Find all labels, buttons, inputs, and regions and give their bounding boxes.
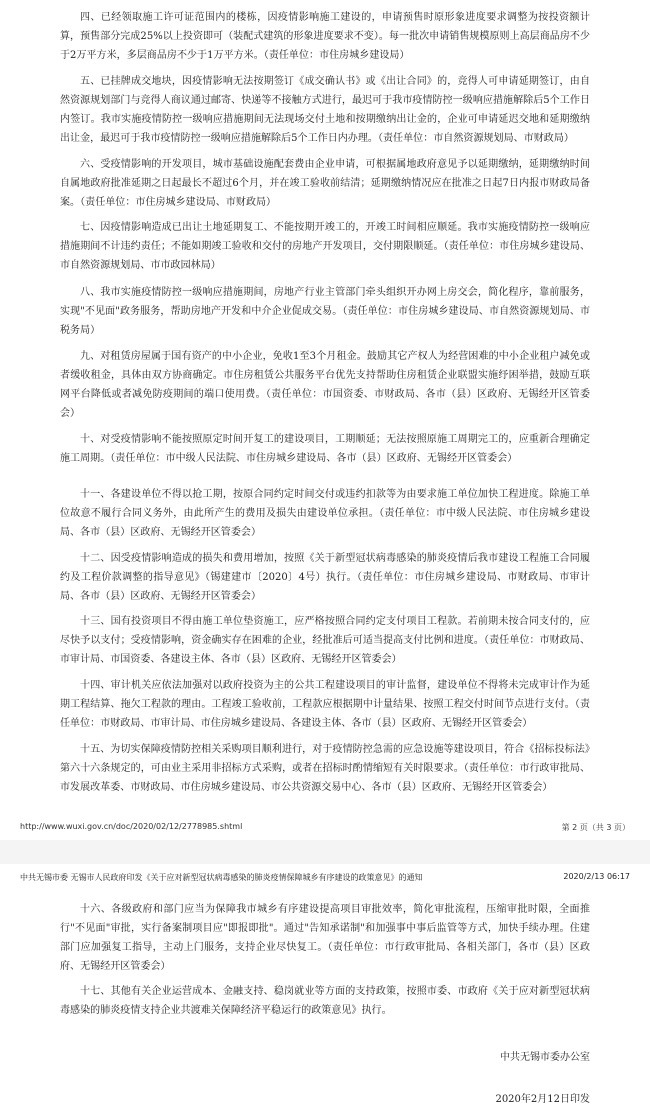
paragraph-14: 十四、审计机关应依法加强对以政府投资为主的公共工程建设项目的审计监督，建设单位不得将未完成审计作为延期工程结算、拖欠工程款的理由。工程竣工验收前，工程款应根据期中计量结果、按照工程交付时间节点进行支付。（责任单位：市财政局、市审计局、市住房城乡建设局、各建设主体、各市（县）区政府、无锡经开区管委会） bbox=[60, 680, 590, 729]
paragraph-15: 十五、为切实保障疫情防控相关采购项目顺利进行，对于疫情防控急需的应急设施等建设项目，符合《招标投标法》第六十六条规定的，可由业主采用非招标方式采购，或者在招标时酌情缩短有关时限要求。（责任单位：市行政审批局、市发展改革委、市财政局、市住房城乡建设局、市公共资源交易中心、各市（县）区政府、无锡经开区管委会） bbox=[60, 744, 590, 793]
paragraph-17: 十七、其他有关企业运营成本、金融支持、稳岗就业等方面的支持政策，按照市委、市政府《关于应对新型冠状病毒感染的肺炎疫情支持企业共渡难关保障经济平稳运行的政策意见》执行。 bbox=[60, 986, 590, 1016]
print-header-title: 中共无锡市委 无锡市人民政府印发《关于应对新型冠状病毒感染的肺炎疫情保障城乡有序建设的政策意见》的通知 bbox=[20, 873, 423, 882]
paragraph-16: 十六、各级政府和部门应当为保障我市城乡有序建设提高项目审批效率，简化审批流程，压缩审批时限，全面推行"不见面"审批，实行备案制项目应"即报即批"。通过"告知承诺制"和加强事中事后监管等方式，加快手续办理。住建部门应加强复工指导，主动上门服务，支持企业尽快复工。（责任单位：市行政审批局、各相关部门，各市（县）区政府、无锡经开区管委会） bbox=[60, 904, 590, 972]
document-page-3 bbox=[0, 864, 650, 1119]
paragraph-12: 十二、因受疫情影响造成的损失和费用增加，按照《关于新型冠状病毒感染的肺炎疫情后我市建设工程施工合同履约及工程价款调整的指导意见》（锡建建市〔2020〕4号）执行。（责任单位：市住房城乡建设局、市财政局、市审计局、各市（县）区政府、无锡经开区管委会） bbox=[60, 553, 590, 602]
source-url[interactable]: http://www.wuxi.gov.cn/doc/2020/02/12/2778985.shtml bbox=[20, 822, 243, 831]
signature-date: 2020年2月12日印发 bbox=[495, 1094, 590, 1105]
signature-org: 中共无锡市委办公室 bbox=[500, 1052, 590, 1063]
page-separator bbox=[0, 840, 650, 864]
paragraph-7: 七、因疫情影响造成已出让土地延期复工、不能按期开竣工的，开竣工时间相应顺延。我市实施疫情防控一级响应措施期间不计违约责任；不能如期竣工验收和交付的房地产开发项目，交付期限顺延。（责任单位：市住房城乡建设局、市自然资源规划局、市市政园林局） bbox=[60, 222, 590, 271]
paragraph-4: 四、已经领取施工许可证范围内的楼栋，因疫情影响施工建设的，申请预售时原形象进度要求调整为按投资额计算，预售部分完成25%以上投资即可（装配式建筑的形象进度要求不变）。每一批次申请销售规模原则上高层商品房不少于2万平方米，多层商品房不少于1万平方米。（责任单位：市住房城乡建设局） bbox=[60, 12, 590, 61]
paragraph-5: 五、已挂牌成交地块，因疫情影响无法按期签订《成交确认书》或《出让合同》的，竞得人可申请延期签订，由自然资源规划部门与竞得人商议通过邮寄、快递等不接触方式进行，最迟可于我市疫情防控一级响应措施解除后5个工作日内签订。我市实施疫情防控一级响应措施期间无法现场交付土地和按期缴纳出让金的，企业可申请延迟交地和延期缴纳出让金，最迟可于我市疫情防控一级响应措施解除后5个工作日内办理。（责任单位：市自然资源规划局、市财政局） bbox=[60, 76, 590, 144]
paragraph-6: 六、受疫情影响的开发项目，城市基础设施配套费由企业申请，可根据属地政府意见予以延期缴纳，延期缴纳时间自属地政府批准延期之日起最长不超过6个月，并在竣工验收前结清；延期缴纳情况应在批准之日起7日内报市财政局备案。（责任单位：市住房城乡建设局、市财政局） bbox=[60, 159, 590, 208]
print-header-time: 2020/2/13 06:17 bbox=[563, 872, 630, 881]
paragraph-8: 八、我市实施疫情防控一级响应措施期间，房地产行业主管部门牵头组织开办网上房交会，简化程序，靠前服务，实现"不见面"政务服务，帮助房地产开发和中介企业促成交易。（责任单位：市住房城乡建设局、市自然资源规划局、市税务局） bbox=[60, 287, 590, 336]
paragraph-10: 十、对受疫情影响不能按照原定时间开复工的建设项目，工期顺延；无法按照原施工周期完工的，应重新合理确定施工周期。（责任单位：市中级人民法院、市住房城乡建设局、各市（县）区政府、无锡经开区管委会） bbox=[60, 434, 590, 464]
page-number: 第 2 页（共 3 页） bbox=[561, 823, 630, 832]
paragraph-9: 九、对租赁房屋属于国有资产的中小企业，免收1至3个月租金。鼓励其它产权人为经营困难的中小企业租户减免或者缓收租金，具体由双方协商确定。市住房租赁公共服务平台优先支持帮助住房租赁企业联盟实施纾困举措，鼓励互联网平台降低或者减免防疫期间的端口使用费。（责任单位：市国资委、市财政局、各市（县）区政府、无锡经开区管委会） bbox=[60, 351, 590, 419]
paragraph-13: 十三、国有投资项目不得由施工单位垫资施工，应严格按照合同约定支付项目工程款。若前期未按合同支付的，应尽快予以支付；受疫情影响，资金确实存在困难的企业，经批准后可适当提高支付比例和进度。（责任单位：市财政局、市审计局、市国资委、各建设主体、各市（县）区政府、无锡经开区管委会） bbox=[60, 616, 590, 665]
paragraph-11: 十一、各建设单位不得以抢工期，按原合同约定时间交付或违约扣款等为由要求施工单位加快工程进度。除施工单位故意不履行合同义务外，由此所产生的费用及损失由建设单位承担。（责任单位：市中级人民法院、市住房城乡建设局、各市（县）区政府、无锡经开区管委会） bbox=[60, 489, 590, 538]
